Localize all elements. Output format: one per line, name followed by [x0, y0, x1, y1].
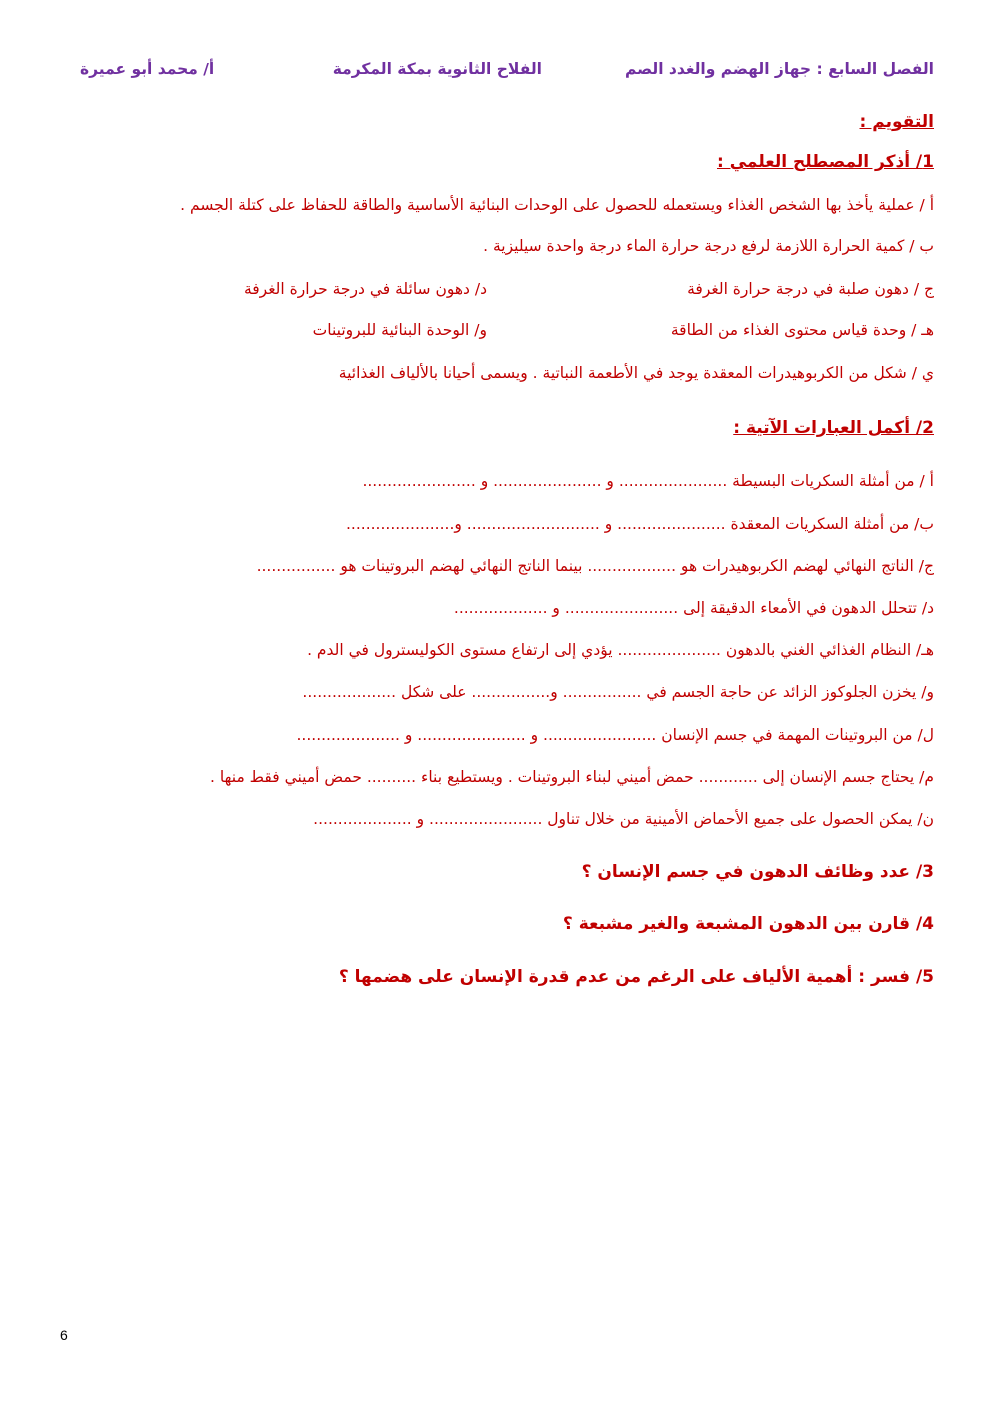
page-header — [70, 60, 934, 86]
section2-title: 2/ أكمل العبارات الآتية : — [733, 418, 934, 438]
teacher-name: أ/ محمد أبو عميرة — [80, 60, 215, 78]
term-item-y: ي / شكل من الكربوهيدرات المعقدة يوجد في الأطعمة النباتية . ويسمى أحيانا بالألياف الغذائية — [338, 364, 934, 382]
complete-item: ن/ يمكن الحصول على جميع الأحماض الأمينية من خلال تناول ....................... و .................... — [313, 810, 934, 828]
complete-item: م/ يحتاج جسم الإنسان إلى ............ حمض أميني لبناء البروتينات . ويستطيع بناء .......... حمض أميني فقط منها . — [210, 768, 934, 786]
term-item-d: د/ دهون سائلة في درجة حرارة الغرفة — [243, 280, 487, 298]
section1-title: 1/ أذكر المصطلح العلمي : — [717, 152, 934, 172]
complete-item: ب/ من أمثلة السكريات المعقدة ...................... و ........................... و...................... — [345, 515, 934, 533]
term-item-h: هـ / وحدة قياس محتوى الغذاء من الطاقة — [670, 321, 934, 339]
complete-item: و/ يخزن الجلوكوز الزائد عن حاجة الجسم في ................ و................ على شكل ................... — [302, 683, 934, 701]
complete-item: ل/ من البروتينات المهمة في جسم الإنسان ....................... و ...................... و ..................... — [296, 726, 934, 744]
question-5: 5/ فسر : أهمية الألياف على الرغم من عدم قدرة الإنسان على هضمها ؟ — [338, 967, 934, 987]
term-item-j: ج / دهون صلبة في درجة حرارة الغرفة — [687, 280, 934, 298]
page-number: 6 — [60, 1327, 68, 1343]
term-item-w: و/ الوحدة البنائية للبروتينات — [312, 321, 487, 339]
evaluation-title: التقويم : — [859, 112, 934, 132]
term-item-a: أ / عملية يأخذ بها الشخص الغذاء ويستعمله للحصول على الوحدات البنائية الأساسية والطاقة للحفاظ على كتلة الجسم . — [180, 196, 934, 214]
complete-item: أ / من أمثلة السكريات البسيطة ...................... و ...................... و ....................... — [362, 472, 934, 490]
complete-item: ج/ الناتج النهائي لهضم الكربوهيدرات هو .................. بينما الناتج النهائي لهضم البروتينات هو ................ — [256, 557, 934, 575]
question-4: 4/ قارن بين الدهون المشبعة والغير مشبعة ؟ — [562, 914, 934, 934]
complete-item: د/ تتحلل الدهون في الأمعاء الدقيقة إلى ....................... و ................... — [453, 599, 934, 617]
school-name: الفلاح الثانوية بمكة المكرمة — [332, 60, 542, 78]
term-item-b: ب / كمية الحرارة اللازمة لرفع درجة حرارة الماء درجة واحدة سيليزية . — [483, 237, 934, 255]
question-3: 3/ عدد وظائف الدهون في جسم الإنسان ؟ — [581, 862, 934, 882]
complete-item: هـ/ النظام الغذائي الغني بالدهون ..................... يؤدي إلى ارتفاع مستوى الكوليسترول في الدم . — [307, 641, 934, 659]
chapter-title: الفصل السابع : جهاز الهضم والغدد الصم — [624, 60, 934, 78]
